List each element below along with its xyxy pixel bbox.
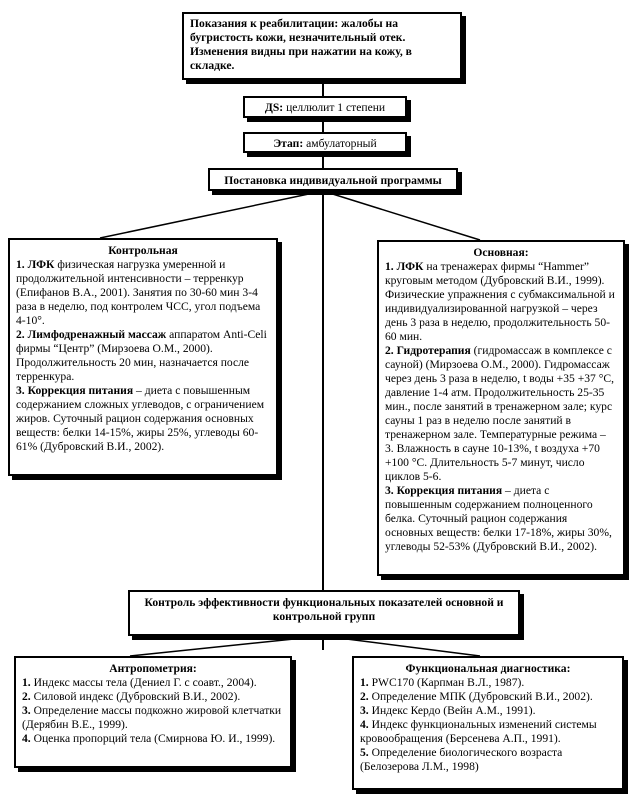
list-item	[22, 732, 284, 746]
item-number: 3.	[16, 384, 25, 397]
item-number: 3.	[360, 704, 369, 717]
item-number: 2.	[22, 690, 31, 703]
item-text: Определение МПК (Дубровский В.И., 2002).	[368, 690, 593, 703]
item-text: Индекс массы тела (Дениел Г. с соавт., 2004).	[30, 676, 257, 689]
list-item	[16, 328, 270, 384]
item-text: Силовой индекс (Дубровский В.И., 2002).	[30, 690, 241, 703]
item-number: 5.	[360, 746, 369, 759]
list-item	[22, 676, 284, 690]
program-box	[208, 168, 458, 191]
functional-diagnostics-box	[352, 656, 624, 790]
list-item	[385, 260, 617, 344]
control-group-box	[8, 238, 278, 476]
item-heading: Коррекция питания	[396, 484, 503, 497]
main-group-title: Основная:	[473, 246, 529, 259]
item-number: 4.	[360, 718, 369, 731]
list-item	[385, 344, 617, 484]
item-heading: Гидротерапия	[396, 344, 471, 357]
control-group-title: Контрольная	[108, 244, 178, 257]
item-text: – диета с повышенным содержанием полноценного белка. Суточный рацион содержания основных веществ: белки 17-18%, жиры 30%, углеводы 52-53% (Дубровский В.И., 2002).	[385, 484, 612, 553]
item-text: на тренажерах фирмы “Hammer” круговым методом (Дубровский В.И., 1999). Физические упражнения с субмаксимальной и индивидуализированной нагрузкой – через день 3 раза в неделю, продолжительность 50-60 мин.	[385, 260, 615, 343]
item-number: 1.	[360, 676, 369, 689]
list-item	[360, 676, 616, 690]
item-number: 3.	[22, 704, 31, 717]
stage-value: амбулаторный	[306, 137, 377, 150]
stage-label: Этап:	[273, 137, 304, 150]
indications-box	[182, 12, 462, 80]
list-item	[360, 704, 616, 718]
diagnosis-value: целлюлит 1 степени	[286, 101, 386, 114]
anthropometry-title: Антропометрия:	[109, 662, 197, 675]
main-group-box	[377, 240, 625, 576]
list-item	[16, 384, 270, 454]
program-title: Постановка индивидуальной программы	[224, 174, 442, 187]
item-heading: Лимфодренажный массаж	[27, 328, 167, 341]
item-text: – диета с повышенным содержанием сложных углеводов, с ограничением жиров. Суточный рацион содержания основных веществ: белки 14-15%, жиры 25%, углеводы 60-61% (Дубровский В.И., 2002).	[16, 384, 265, 453]
item-heading: ЛФК	[27, 258, 55, 271]
stage-box	[243, 132, 407, 153]
anthropometry-box	[14, 656, 292, 768]
item-number: 2.	[16, 328, 25, 341]
list-item	[360, 746, 616, 774]
item-text: Индекс Кердо (Вейн А.М., 1991).	[368, 704, 536, 717]
item-text: Оценка пропорций тела (Смирнова Ю. И., 1999).	[30, 732, 276, 745]
efficiency-title: Контроль эффективности функциональных показателей основной и контрольной групп	[144, 596, 504, 623]
item-text: физическая нагрузка умеренной и продолжительной интенсивности – терренкур (Епифанов В.А., 2001). Занятия по 30-60 мин 3-4 раза в неделю, под контролем ЧСС, угол подъема 4-10°.	[16, 258, 261, 327]
item-text: аппаратом Anti-Celi фирмы “Центр” (Мирзоева О.М., 2000). Продолжительность 20 мин, назначается после терренкура.	[16, 328, 267, 383]
list-item	[22, 704, 284, 732]
efficiency-box	[128, 590, 520, 636]
list-item	[360, 718, 616, 746]
item-text: Индекс функциональных изменений системы кровообращения (Берсенева А.П., 1991).	[360, 718, 597, 745]
item-number: 1.	[22, 676, 31, 689]
item-number: 2.	[385, 344, 394, 357]
item-heading: Коррекция питания	[27, 384, 134, 397]
item-number: 1.	[385, 260, 394, 273]
list-item	[360, 690, 616, 704]
diagnosis-label: ДS:	[264, 101, 284, 114]
diagnosis-box	[243, 96, 407, 118]
item-text: (гидромассаж в комплексе с сауной) (Мирзоева О.М., 2000). Гидромассаж через день 3 раза в неделю, t воды +35 +37 °С, давление 1-4 атм. Продолжительность 25-35 мин., после занятий в тренажерном зале; курс сауны 1 раз в неделю после занятий в тренажерном зале. Температурные режима – 3. Влажность в сауне 10-13%, t воздуха +70 +100 °С. Длительность 5-7 минут, число циклов 5-6.	[385, 344, 614, 483]
item-text: Определение массы подкожно жировой клетчатки (Дерябин В.Е., 1999).	[22, 704, 282, 731]
item-text: PWC170 (Карпман В.Л., 1987).	[368, 676, 525, 689]
list-item	[385, 484, 617, 554]
item-number: 3.	[385, 484, 394, 497]
functional-diagnostics-title: Функциональная диагностика:	[405, 662, 571, 675]
indications-text: Показания к реабилитации: жалобы на бугристость кожи, незначительный отек. Изменения видны при нажатии на кожу, в складке.	[190, 17, 412, 72]
item-number: 4.	[22, 732, 31, 745]
item-heading: ЛФК	[396, 260, 424, 273]
item-text: Определение биологического возраста (Белозерова Л.М., 1998)	[360, 746, 563, 773]
list-item	[16, 258, 270, 328]
item-number: 1.	[16, 258, 25, 271]
item-number: 2.	[360, 690, 369, 703]
list-item	[22, 690, 284, 704]
